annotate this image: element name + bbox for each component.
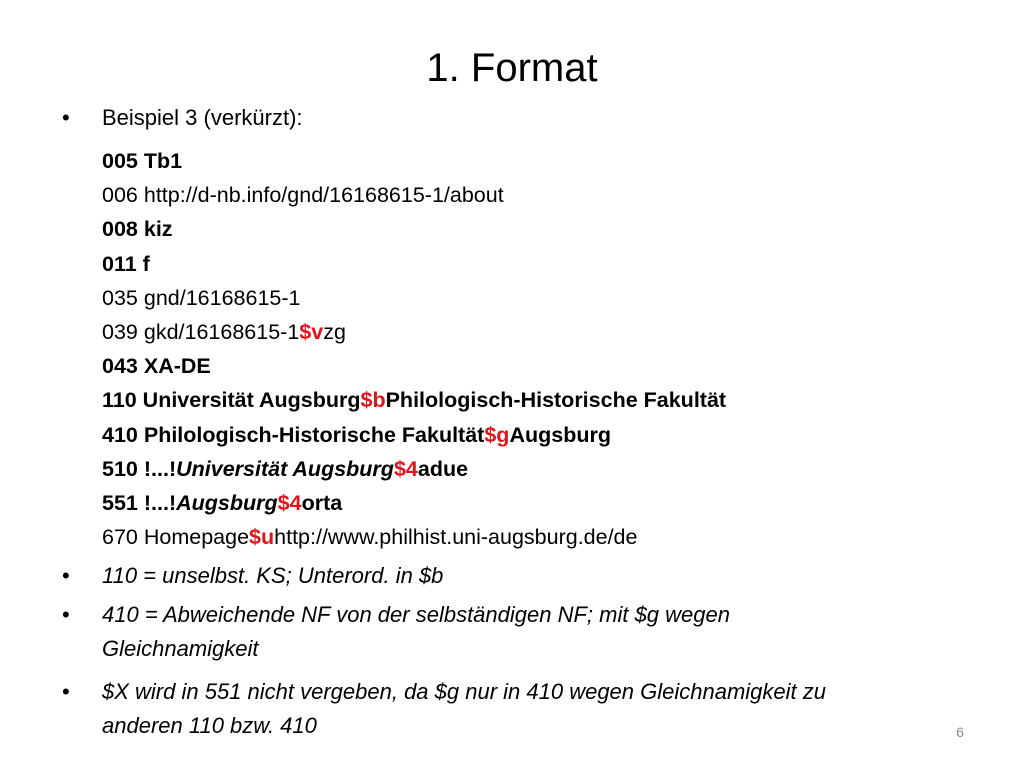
record-line-011: 011 f <box>102 251 150 276</box>
record-line-670: 670 Homepage$uhttp://www.philhist.uni-augsburg.de/de <box>102 525 638 550</box>
bullet-551-note-line1: $X wird in 551 nicht vergeben, da $g nur in 410 wegen Gleichnamigkeit zu <box>102 679 827 704</box>
record-line-043: 043 XA-DE <box>102 354 211 379</box>
bullet-410-note-line1: 410 = Abweichende NF von der selbständigen NF; mit $g wegen <box>102 602 730 627</box>
bullet-marker: • <box>62 105 70 130</box>
record-line-110: 110 Universität Augsburg$bPhilologisch-Historische Fakultät <box>102 388 727 413</box>
page-number: 6 <box>956 724 964 740</box>
record-line-410: 410 Philologisch-Historische Fakultät$gAugsburg <box>102 422 611 447</box>
subfield-code: $b <box>360 388 386 413</box>
record-line-039: 039 gkd/16168615-1$vzg <box>102 319 346 344</box>
bullet-110-note: 110 = unselbst. KS; Unterord. in $b <box>102 563 444 588</box>
bullet-marker: • <box>62 679 70 704</box>
record-line-551: 551 !...!Augsburg$4orta <box>102 490 343 515</box>
subfield-code: $v <box>299 319 324 344</box>
bullet-551-note-line2: anderen 110 bzw. 410 <box>102 713 317 738</box>
bullet-marker: • <box>62 602 70 627</box>
subfield-code: $4 <box>277 490 302 515</box>
record-line-035: 035 gnd/16168615-1 <box>102 285 301 310</box>
bullet-example-label: Beispiel 3 (verkürzt): <box>102 105 303 130</box>
subfield-code: $g <box>484 422 510 447</box>
record-line-008: 008 kiz <box>102 217 173 242</box>
record-line-006: 006 http://d-nb.info/gnd/16168615-1/about <box>102 183 504 208</box>
slide-title: 1. Format <box>426 46 598 90</box>
subfield-code: $u <box>249 525 275 550</box>
bullet-410-note-line2: Gleichnamigkeit <box>102 636 259 661</box>
record-line-005: 005 Tb1 <box>102 149 183 173</box>
bullet-marker: • <box>62 563 70 588</box>
subfield-code: $4 <box>393 456 418 481</box>
record-line-510: 510 !...!Universität Augsburg$4adue <box>102 456 469 481</box>
record-block <box>102 144 726 554</box>
